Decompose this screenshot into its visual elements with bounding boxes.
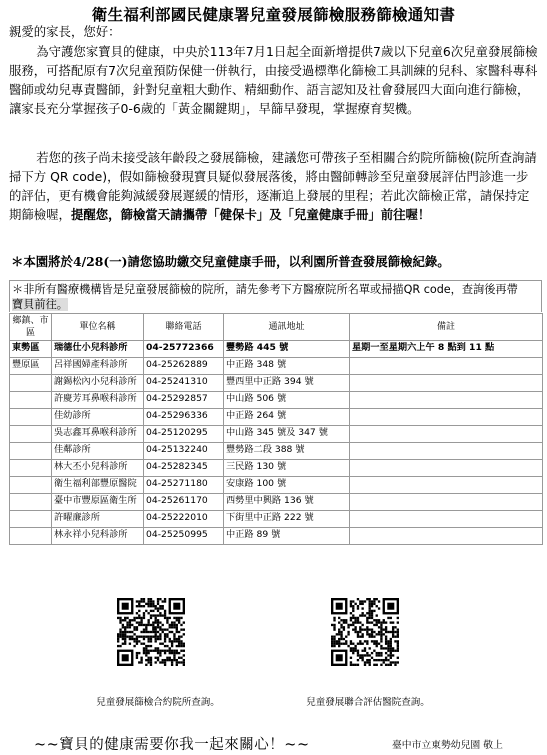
cell-address: 三民路 130 號 [224, 460, 350, 477]
cell-address: 下街里中正路 222 號 [224, 511, 350, 528]
table-row [10, 426, 543, 443]
greeting: 親愛的家長，您好： [9, 24, 121, 39]
cell-address: 豐西里中正路 394 號 [224, 375, 350, 392]
cell-address: 安康路 100 號 [224, 477, 350, 494]
cell-district [10, 443, 52, 460]
cell-name: 許曜亷診所 [52, 511, 144, 528]
cell-note [350, 460, 543, 477]
cell-district [10, 426, 52, 443]
cell-name: 林永祥小兒科診所 [52, 528, 144, 545]
footer-signature: 臺中市立東勢幼兒園 敬上 [392, 740, 503, 751]
qr-code-clinics[interactable] [117, 598, 185, 666]
table-row [10, 443, 543, 460]
cell-address: 豐勢路二段 388 號 [224, 443, 350, 460]
cell-district [10, 375, 52, 392]
cell-name: 林大丕小兒科診所 [52, 460, 144, 477]
clinic-table [9, 313, 543, 545]
col-address: 通訊地址 [224, 314, 350, 341]
table-row [10, 392, 543, 409]
footer-slogan: ~~寶貝的健康需要你我一起來關心！~~ [34, 737, 310, 753]
cell-address: 中正路 89 號 [224, 528, 350, 545]
col-phone: 聯絡電話 [144, 314, 224, 341]
cell-note [350, 477, 543, 494]
cell-phone: 04-25261170 [144, 494, 224, 511]
cell-note [350, 409, 543, 426]
cell-district [10, 392, 52, 409]
cell-district [10, 477, 52, 494]
paragraph-advice-text: 若您的孩子尚未接受該年齡段之發展篩檢，建議您可帶孩子至相關合約院所篩檢(院所查詢請掃下方 QR code)，假如篩檢發現寶貝疑似發展落後，將由醫師轉診至兒童發展評估門診進一步的評估，更有機會能夠減緩發展遲緩的情形，逐漸追上發展的里程；若此次篩檢正常，請保持定期篩檢喔， [9, 150, 537, 222]
qr-caption-hospitals: 兒童發展聯合評估醫院查詢。 [306, 697, 430, 708]
col-name: 單位名稱 [52, 314, 144, 341]
cell-name: 瑞德仕小兒科診所 [52, 341, 144, 358]
qr-code-hospitals[interactable] [331, 598, 399, 666]
cell-phone: 04-25250995 [144, 528, 224, 545]
cell-phone: 04-25241310 [144, 375, 224, 392]
paragraph-intro: 為守護您家寶貝的健康，中央於113年7月1日起全面新增提供7歲以下兒童6次兒童發展篩檢服務，可搭配原有7次兒童預防保健一併執行，由接受過標準化篩檢工具訓練的兒科、家醫科專科醫師或幼兒專責醫師，針對兒童粗大動作、精細動作、語言認知及社會發展四大面向進行篩檢，讓家長充分掌握孩子0-6歲的「黃金關鍵期」，早篩早發現，掌握療育契機。 [9, 44, 538, 116]
cell-note [350, 358, 543, 375]
cell-address: 豐勢路 445 號 [224, 341, 350, 358]
cell-district: 東勢區 [10, 341, 52, 358]
table-row [10, 494, 543, 511]
cell-note [350, 392, 543, 409]
cell-phone: 04-25292857 [144, 392, 224, 409]
cell-address: 中正路 264 號 [224, 409, 350, 426]
table-row [10, 477, 543, 494]
cell-phone: 04-25296336 [144, 409, 224, 426]
qr-caption-clinics: 兒童發展篩檢合約院所查詢。 [96, 697, 220, 708]
notice-health-booklet: ＊本園將於4/28(一)請您協助繳交兒童健康手冊，以利園所普查發展篩檢紀錄。 [11, 254, 450, 269]
cell-name: 許慶芳耳鼻喉科診所 [52, 392, 144, 409]
cell-name: 呂祥國婦產科診所 [52, 358, 144, 375]
cell-phone: 04-25282345 [144, 460, 224, 477]
table-row [10, 375, 543, 392]
clinic-note [9, 280, 542, 312]
clinic-note-line1: ＊非所有醫療機構皆是兒童發展篩檢的院所，請先參考下方醫療院所名單或掃描QR code，查詢後再帶 [12, 283, 518, 296]
cell-phone: 04-25222010 [144, 511, 224, 528]
cell-note: 星期一至星期六上午 8 點到 11 點 [350, 341, 543, 358]
table-row [10, 511, 543, 528]
cell-district [10, 409, 52, 426]
cell-address: 中山路 345 號及 347 號 [224, 426, 350, 443]
cell-phone: 04-25262889 [144, 358, 224, 375]
cell-name: 衛生福利部豐原醫院 [52, 477, 144, 494]
cell-note [350, 443, 543, 460]
cell-district [10, 494, 52, 511]
cell-note [350, 494, 543, 511]
col-note: 備註 [350, 314, 543, 341]
cell-phone: 04-25132240 [144, 443, 224, 460]
cell-name: 謝錫松內小兒科診所 [52, 375, 144, 392]
table-row [10, 460, 543, 477]
cell-name: 臺中市豐原區衛生所 [52, 494, 144, 511]
cell-note [350, 375, 543, 392]
paragraph-advice [9, 148, 539, 224]
table-row [10, 358, 543, 375]
cell-address: 西勢里中興路 136 號 [224, 494, 350, 511]
page-title: 衛生福利部國民健康署兒童發展篩檢服務篩檢通知書 [91, 5, 456, 24]
table-row [10, 409, 543, 426]
cell-name: 吳志鑫耳鼻喉科診所 [52, 426, 144, 443]
table-row [10, 528, 543, 545]
cell-district: 豐原區 [10, 358, 52, 375]
table-row [10, 341, 543, 358]
cell-district [10, 460, 52, 477]
cell-phone: 04-25120295 [144, 426, 224, 443]
cell-note [350, 426, 543, 443]
clinic-note-line2: 寶貝前往。 [12, 298, 68, 311]
cell-address: 中山路 506 號 [224, 392, 350, 409]
cell-name: 佳鄰診所 [52, 443, 144, 460]
cell-district [10, 528, 52, 545]
col-district: 鄉鎮、市區 [10, 314, 52, 341]
paragraph-advice-reminder: 提醒您，篩檢當天請攜帶「健保卡」及「兒童健康手冊」前往喔！ [70, 207, 431, 222]
table-header-row [10, 314, 543, 341]
cell-phone: 04-25772366 [144, 341, 224, 358]
cell-district [10, 511, 52, 528]
cell-phone: 04-25271180 [144, 477, 224, 494]
cell-address: 中正路 348 號 [224, 358, 350, 375]
cell-name: 佳幼診所 [52, 409, 144, 426]
cell-note [350, 528, 543, 545]
cell-note [350, 511, 543, 528]
